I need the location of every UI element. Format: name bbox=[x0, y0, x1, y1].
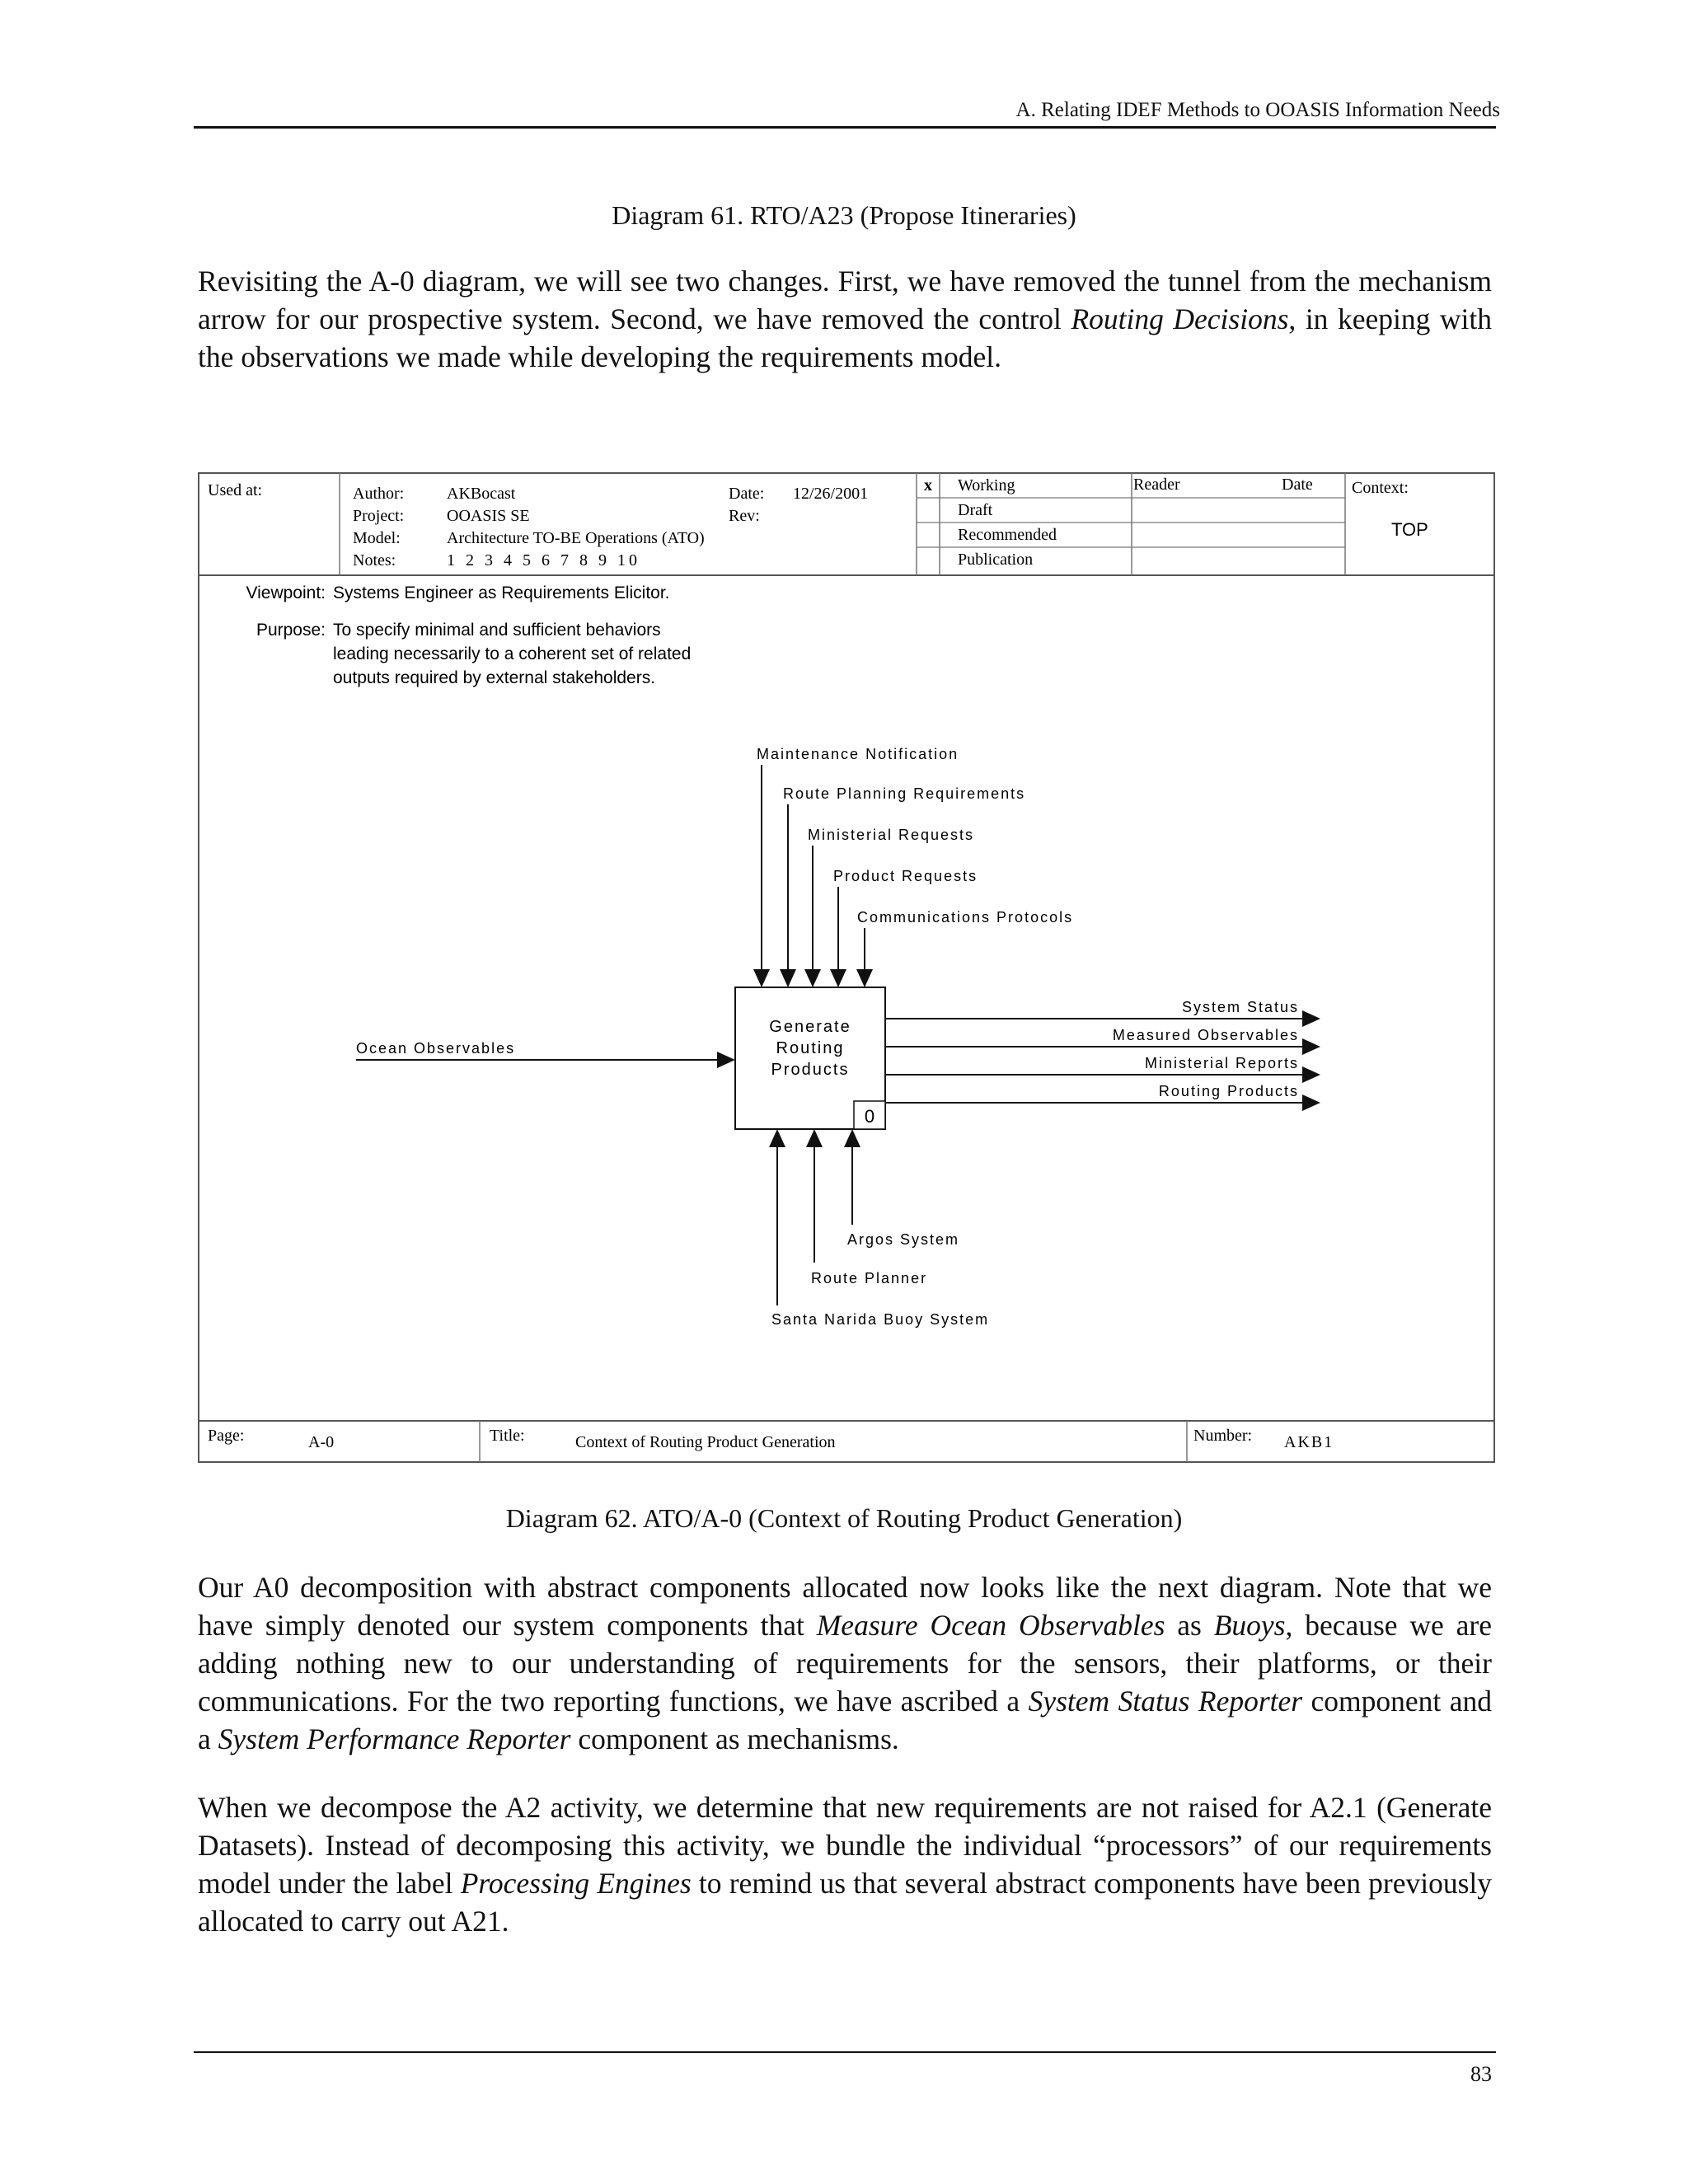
control-label-product: Product Requests bbox=[833, 868, 978, 884]
input-label-ocean: Ocean Observables bbox=[356, 1040, 516, 1057]
project-value: OOASIS SE bbox=[447, 507, 530, 525]
footer-number-label: Number: bbox=[1193, 1427, 1253, 1445]
activity-number: 0 bbox=[864, 1106, 875, 1127]
model-label: Model: bbox=[353, 529, 401, 547]
paragraph-2: Our A0 decomposition with abstract components allocated now looks like the next diagram. Note that we have simply denoted our system components that Measure Ocean Observables as Buoys, because we are adding nothing new to our understanding of requirements for the sensors, their platforms, or their communications. For the two reporting functions, we have ascribed a System Status Reporter component and a System Performance Reporter component as mechanisms. bbox=[198, 1571, 1493, 1755]
activity-label-line-2: Routing bbox=[776, 1039, 845, 1057]
notes-label: Notes: bbox=[353, 551, 396, 569]
rev-label: Rev: bbox=[729, 507, 760, 525]
reader-label: Reader bbox=[1133, 476, 1180, 494]
output-label-measured: Measured Observables bbox=[1112, 1027, 1299, 1043]
context-label: Context: bbox=[1352, 479, 1409, 497]
mechanism-label-argos: Argos System bbox=[847, 1231, 960, 1248]
output-label-system-status: System Status bbox=[1181, 999, 1299, 1015]
status-draft: Draft bbox=[958, 501, 993, 519]
running-header: A. Relating IDEF Methods to OOASIS Information Needs bbox=[1015, 99, 1500, 121]
viewpoint-text: Systems Engineer as Requirements Elicitor. bbox=[333, 583, 670, 602]
purpose-label: Purpose: bbox=[256, 621, 326, 640]
emphasis-routing-decisions: Routing Decisions bbox=[1071, 302, 1289, 335]
purpose-line-3: outputs required by external stakeholders. bbox=[333, 668, 656, 687]
diagram-61-caption: Diagram 61. RTO/A23 (Propose Itineraries) bbox=[612, 200, 1076, 230]
date-value: 12/26/2001 bbox=[793, 485, 869, 503]
output-label-routing: Routing Products bbox=[1158, 1083, 1299, 1099]
footer-number-value: AKB1 bbox=[1284, 1433, 1334, 1451]
control-label-ministerial: Ministerial Requests bbox=[808, 827, 975, 843]
viewpoint-label: Viewpoint: bbox=[246, 583, 326, 602]
control-label-communications: Communications Protocols bbox=[857, 909, 1074, 926]
purpose-line-2: leading necessarily to a coherent set of related bbox=[333, 644, 692, 663]
status-recommended: Recommended bbox=[958, 526, 1057, 544]
control-label-maintenance: Maintenance Notification bbox=[757, 746, 959, 762]
model-value: Architecture TO-BE Operations (ATO) bbox=[447, 529, 705, 547]
used-at-label: Used at: bbox=[208, 481, 263, 499]
reader-date-label: Date bbox=[1282, 476, 1313, 494]
paragraph-3: When we decompose the A2 activity, we determine that new requirements are not raised for A2.1 (Generate Datasets). Instead of decomposing this activity, we bundle the individual “processors” of our requirements model under the label Processing Engines to remind us that several abstract components have been previously allocated to carry out A21. bbox=[198, 1791, 1493, 1938]
diagram-62-caption: Diagram 62. ATO/A-0 (Context of Routing Product Generation) bbox=[505, 1503, 1183, 1533]
footer-page-value: A-0 bbox=[308, 1433, 335, 1451]
author-label: Author: bbox=[353, 485, 405, 503]
project-label: Project: bbox=[353, 507, 405, 525]
status-mark: x bbox=[924, 476, 932, 494]
status-working: Working bbox=[958, 476, 1015, 494]
status-publication: Publication bbox=[958, 551, 1034, 569]
mechanism-label-buoy: Santa Narida Buoy System bbox=[771, 1311, 990, 1328]
footer-rule bbox=[194, 2051, 1496, 2053]
paragraph-1: Revisiting the A-0 diagram, we will see two changes. First, we have removed the tunnel from the mechanism arrow for our prospective system. Second, we have removed the control Routing Decisions, in keeping with the observations we made while developing the requirements model. bbox=[198, 265, 1492, 373]
notes-value: 1 2 3 4 5 6 7 8 9 10 bbox=[447, 551, 640, 569]
date-label: Date: bbox=[729, 485, 765, 503]
footer-title-value: Context of Routing Product Generation bbox=[575, 1433, 836, 1451]
footer-title-label: Title: bbox=[490, 1427, 525, 1445]
page-number: 83 bbox=[1470, 2062, 1492, 2086]
output-label-ministerial: Ministerial Reports bbox=[1144, 1055, 1299, 1071]
activity-label-line-1: Generate bbox=[769, 1018, 851, 1036]
mechanism-label-route-planner: Route Planner bbox=[811, 1270, 928, 1286]
context-value: TOP bbox=[1391, 519, 1428, 540]
activity-label-line-3: Products bbox=[771, 1061, 850, 1079]
purpose-line-1: To specify minimal and sufficient behaviors bbox=[333, 621, 661, 640]
footer-page-label: Page: bbox=[208, 1427, 245, 1445]
control-label-route-planning: Route Planning Requirements bbox=[783, 785, 1026, 802]
author-value: AKBocast bbox=[447, 485, 516, 503]
